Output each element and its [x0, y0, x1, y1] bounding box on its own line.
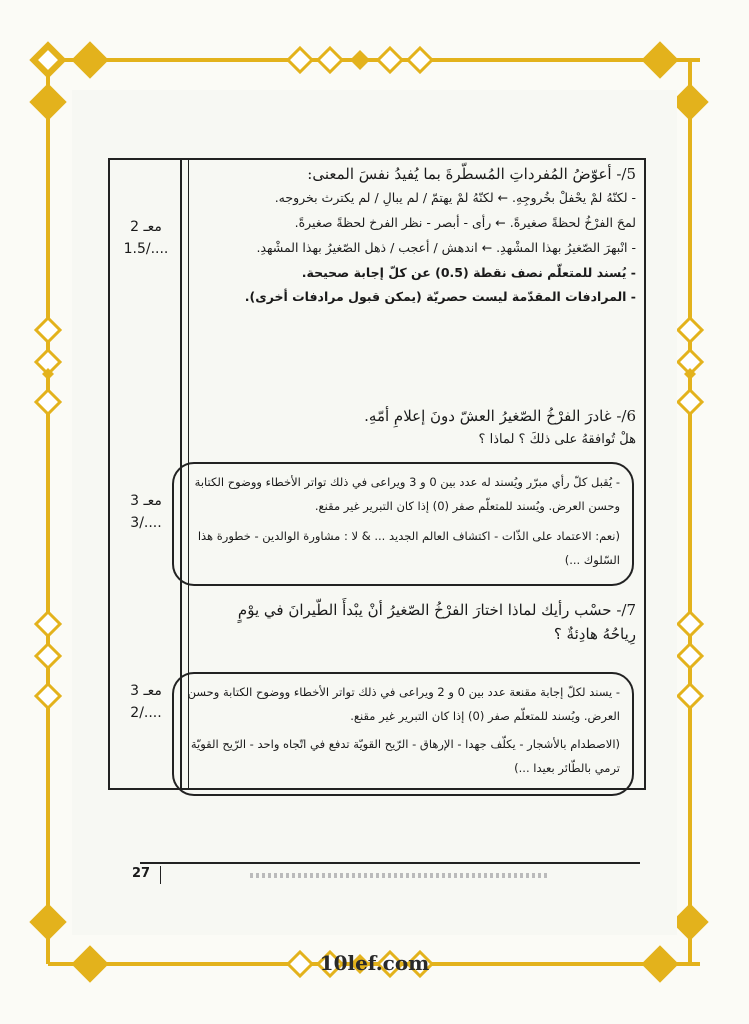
- q5-line3: - انْبهرَ الصّغيرُ بهذا المشْهدِ. ← اندهش / أعجب / ذهل الصّغيرُ بهذا المشْهدِ.: [256, 240, 636, 255]
- question-6: [200, 404, 636, 452]
- question-7: [200, 598, 636, 646]
- q5-title: 5/- أعوّضُ المُفرداتِ المُسطّرةَ بما يُفيدُ نفسَ المعنى:: [307, 165, 636, 183]
- footer-rule: [140, 862, 640, 864]
- q5-line2: لمحَ الفرْخُ لحظةً صغيرةً. ← رأى - أبصر - نظر الفرخ لحظةً صغيرةً.: [294, 215, 636, 230]
- q7-title: 7/- حسْب رأيك لماذا اختارَ الفرْخُ الصّغيرُ أنْ يبْدأَ الطّيرانَ في يوْمٍ رِياحُهُ هادِئةٌ ؟: [237, 601, 636, 643]
- page-number: 27: [132, 866, 151, 881]
- q5-line1: - لكنّهُ لمْ يحْفلْ بخُروجِهِ. ← لكنّهُ لمْ يهتمّ / لم يبالِ / لم يكترث بخروجه.: [274, 190, 636, 205]
- score-label: معـ 3: [130, 493, 162, 509]
- q7-answer-box: [172, 672, 634, 796]
- corner-diamond: [30, 904, 66, 940]
- score-value: 1.5/....: [123, 241, 169, 257]
- q7-box-line2: (الاصطدام بالأشجار - يكلّف جهدا - الإرهاق - الرّيح القويّة تدفع في اتّجاه واحد - الرّيح القويّة ترمي بالطّائر بعيدا ...): [190, 737, 620, 775]
- footer-faint-text: [250, 873, 550, 878]
- corner-diamond: [672, 904, 708, 940]
- q7-box-line1: - يسند لكلّ إجابة مقنعة عدد بين 0 و 2 ويراعى في ذلك تواتر الأخطاء ووضوح الكتابة وحسن العرض. ويُسند للمتعلّم صفر (0) إذا كان التبرير غير مقنع.: [187, 685, 620, 723]
- score-q5: [110, 216, 182, 260]
- corner-diamond: [72, 42, 108, 78]
- q6-question: هلْ تُوافقهُ على ذلكَ ؟ لماذا ؟: [478, 432, 636, 447]
- q6-box-line1: - يُقبل كلّ رأي مبرّر ويُسند له عدد بين 0 و 3 ويراعى في ذلك تواتر الأخطاء ووضوح الكتابة وحسن العرض. ويُسند للمتعلّم صفر (0) إذا كان التبرير غير مقنع.: [194, 475, 620, 513]
- corner-diamond: [642, 42, 678, 78]
- q5-note2: - المرادفات المقدّمة ليست حصريّة (يمكن قبول مرادفات أخرى).: [244, 289, 636, 304]
- watermark: 10lef.com: [319, 951, 430, 975]
- q6-box-line2: (نعم: الاعتماد على الذّات - اكتشاف العالم الجديد ... & لا : مشاورة الوالدين - خطورة هذا السّلوك ...): [197, 529, 620, 567]
- corner-diamond: [672, 84, 708, 120]
- question-5: [200, 162, 636, 308]
- score-label: معـ 2: [130, 219, 162, 235]
- corner-diamond: [30, 84, 66, 120]
- score-value: 2/....: [130, 705, 162, 721]
- score-label: معـ 3: [130, 683, 162, 699]
- score-value: 3/....: [130, 515, 162, 531]
- q6-title: 6/- غادرَ الفرْخُ الصّغيرُ العشّ دونَ إعلامِ أمّهِ.: [364, 407, 636, 425]
- q5-note1: - يُسند للمتعلّم نصف نقطة (0.5) عن كلّ إجابة صحيحة.: [301, 265, 636, 280]
- page-number-divider: [160, 866, 161, 884]
- q6-answer-box: [172, 462, 634, 586]
